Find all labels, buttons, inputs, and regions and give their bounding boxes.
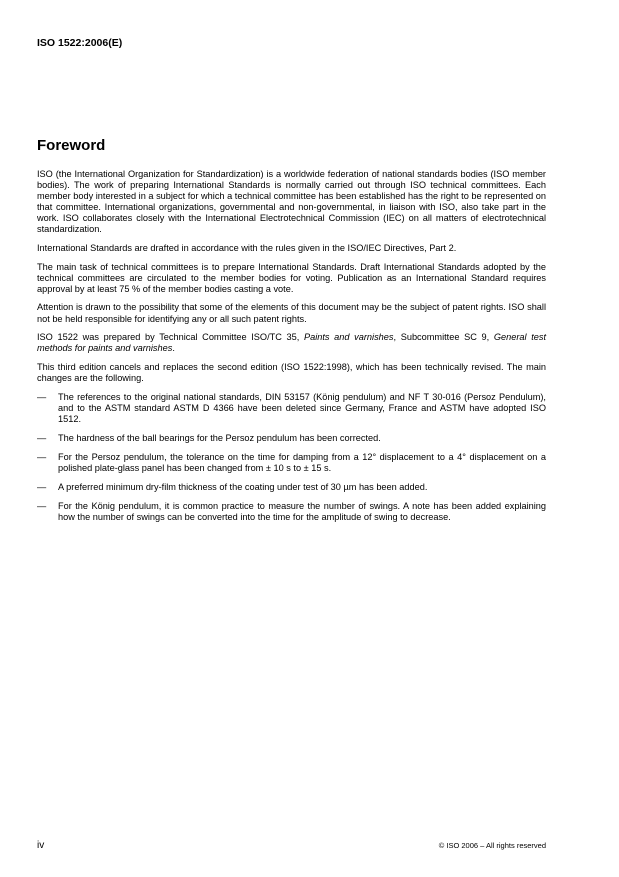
list-item (37, 452, 546, 474)
dash-bullet: — (37, 482, 47, 493)
paragraph-patent-rights: Attention is drawn to the possibility that some of the elements of this document may be the subject of patent rights. ISO shall not be held responsible for identifying any or all such patent rights. (37, 302, 546, 324)
page-number: iv (37, 840, 45, 851)
changes-list (37, 392, 546, 524)
paragraph-directives: International Standards are drafted in accordance with the rules given in the ISO/IEC Directives, Part 2. (37, 243, 457, 254)
list-item-text: For the König pendulum, it is common practice to measure the number of swings. A note has been added explaining how the number of swings can be converted into the time for the amplitude of swing to decrease. (58, 501, 546, 523)
committee-title: Paints and varnishes (303, 332, 394, 343)
prepared-by-text: ISO 1522 was prepared by Technical Committee ISO/TC 35, (37, 332, 304, 343)
paragraph-technical-committees: The main task of technical committees is to prepare International Standards. Draft International Standards adopted by the technical committees are circulated to the member bodies for voting. Publication as an International Standard requires approval by at least 75 % of the member bodies casting a vote. (37, 261, 546, 294)
list-item-text: The hardness of the ball bearings for the Persoz pendulum has been corrected. (58, 432, 381, 443)
list-item (37, 482, 546, 493)
dash-bullet: — (37, 391, 47, 402)
list-item (37, 433, 546, 444)
list-item-text: The references to the original national standards, DIN 53157 (König pendulum) and NF T 30-016 (Persoz Pendulum), and to the ASTM standard ASTM D 4366 have been deleted since Germany, France and ASTM have adopted ISO 1512. (58, 391, 546, 424)
list-item (37, 501, 546, 523)
paragraph-edition: This third edition cancels and replaces the second edition (ISO 1522:1998), which has been technically revised. The main changes are the following. (37, 361, 546, 383)
foreword-body (37, 169, 546, 531)
list-item-text: For the Persoz pendulum, the tolerance on the time for damping from a 12° displacement to a 4° displacement on a polished plate-glass panel has been changed from ± 10 s to ± 15 s. (58, 451, 546, 473)
dash-bullet: — (37, 501, 47, 512)
document-id-header: ISO 1522:2006(E) (37, 37, 123, 49)
subcommittee-title: General test methods for paints and varnishes (37, 332, 546, 354)
paragraph-iso-intro: ISO (the International Organization for Standardization) is a worldwide federation of national standards bodies (ISO member bodies). The work of preparing International Standards is normally carried out through ISO technical committees. Each member body interested in a subject for which a technical committee has been established has the right to be represented on that committee. International organizations, governmental and non-governmental, in liaison with ISO, also take part in the work. ISO collaborates closely with the International Electrotechnical Commission (IEC) on all matters of electrotechnical standardization. (37, 169, 546, 235)
subcommittee-text: , Subcommittee SC 9, (393, 332, 494, 343)
dash-bullet: — (37, 432, 47, 443)
page-title: Foreword (37, 137, 106, 154)
paragraph-prepared-by (37, 332, 546, 354)
period: . (172, 343, 175, 354)
list-item (37, 392, 546, 425)
copyright-notice: © ISO 2006 – All rights reserved (438, 841, 546, 850)
dash-bullet: — (37, 451, 47, 462)
list-item-text: A preferred minimum dry-film thickness of the coating under test of 30 µm has been added. (58, 482, 428, 493)
